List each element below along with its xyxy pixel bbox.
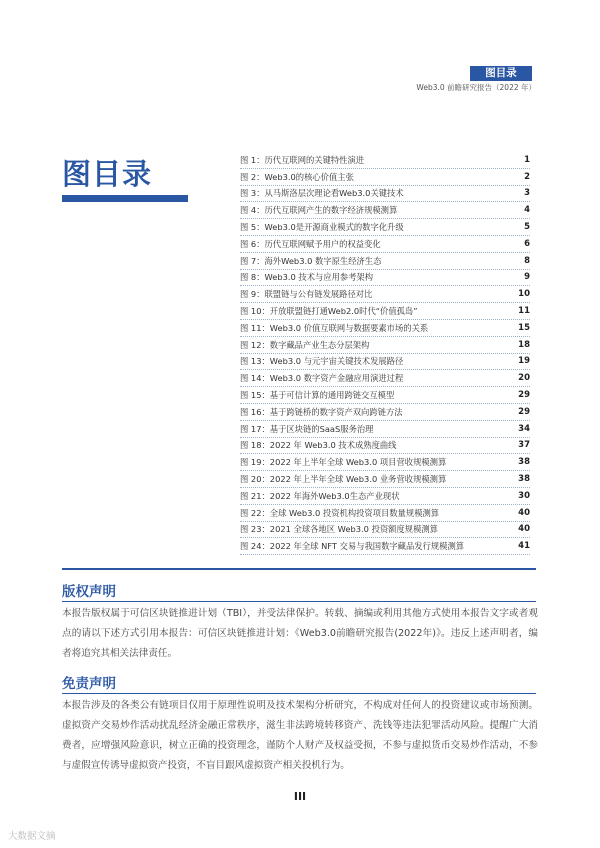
toc-row[interactable]: 图 7：海外Web3.0 数字原生经济生态 8 <box>240 253 530 270</box>
page-title: 图目录 <box>62 157 153 191</box>
toc-row[interactable]: 图 24：2022 年全球 NFT 交易与我国数字藏品发行规模测算 41 <box>240 538 530 555</box>
toc-row[interactable]: 图 4：历代互联网产生的数字经济规模测算 4 <box>240 202 530 219</box>
toc-row[interactable]: 图 6：历代互联网赋予用户的权益变化 6 <box>240 236 530 253</box>
toc-row[interactable]: 图 21：2022 年海外Web3.0生态产业现状 30 <box>240 488 530 505</box>
toc-row[interactable]: 图 12：数字藏品产业生态分层架构 18 <box>240 337 530 354</box>
toc-row[interactable]: 图 1：历代互联网的关键特性演进 1 <box>240 152 530 169</box>
toc-row[interactable]: 图 3：从马斯洛层次理论看Web3.0关键技术 3 <box>240 186 530 203</box>
watermark: 大数据文摘 <box>8 831 56 842</box>
toc-row[interactable]: 图 8：Web3.0 技术与应用参考架构 9 <box>240 270 530 287</box>
toc-row[interactable]: 图 17：基于区块链的SaaS服务治理 34 <box>240 421 530 438</box>
toc-row[interactable]: 图 16：基于跨链桥的数字资产双向跨链方法 29 <box>240 404 530 421</box>
section-divider <box>62 601 536 602</box>
toc-row[interactable]: 图 23：2021 全球各地区 Web3.0 投资额度规模测算 40 <box>240 522 530 539</box>
toc-row[interactable]: 图 22：全球 Web3.0 投资机构投资项目数量规模测算 40 <box>240 505 530 522</box>
toc-row[interactable]: 图 19：2022 年上半年全球 Web3.0 项目营收规模测算 38 <box>240 454 530 471</box>
copyright-title: 版权声明 <box>62 584 116 600</box>
toc-row[interactable]: 图 5：Web3.0是开源商业模式的数字化升级 5 <box>240 219 530 236</box>
toc-row[interactable]: 图 15：基于可信计算的通用跨链交互模型 29 <box>240 387 530 404</box>
toc-row[interactable]: 图 20：2022 年上半年全球 Web3.0 业务营收规模测算 38 <box>240 471 530 488</box>
header-subtitle: Web3.0 前瞻研究报告（2022 年） <box>416 83 536 92</box>
section-divider <box>62 568 536 570</box>
disclaimer-title: 免责声明 <box>62 676 116 692</box>
figure-toc <box>240 152 530 555</box>
copyright-text: 本报告版权属于可信区块链推进计划（TBI），并受法律保护。转载、摘编或利用其他方式使用本报告文字或者观点的请以下述方式引用本报告：可信区块链推进计划：《Web3.0前瞻研究报告(2022年)》。违反上述声明者，编者将追究其相关法律责任。 <box>62 608 538 659</box>
toc-row[interactable]: 图 10：开放联盟链打通Web2.0时代“价值孤岛” 11 <box>240 303 530 320</box>
disclaimer-text: 本报告涉及的各类公有链项目仅用于原理性说明及技术架构分析研究，不构成对任何人的投资建议或市场预测。虚拟资产交易炒作活动扰乱经济金融正常秩序，滋生非法跨境转移资产、洗钱等违法犯罪活动风险。提醒广大消费者，应增强风险意识，树立正确的投资理念，谨防个人财产及权益受损，不参与虚拟货币交易炒作活动，不参与虚假宣传诱导虚拟资产投资，不盲目跟风虚拟资产相关投机行为。 <box>62 700 538 771</box>
toc-row[interactable]: 图 2：Web3.0的核心价值主张 2 <box>240 169 530 186</box>
section-divider <box>62 693 536 694</box>
title-underline <box>62 195 188 202</box>
page-number: III <box>293 790 307 803</box>
toc-row[interactable]: 图 13：Web3.0 与元宇宙关键技术发展路径 19 <box>240 354 530 371</box>
toc-row[interactable]: 图 14：Web3.0 数字资产金融应用演进过程 20 <box>240 370 530 387</box>
toc-row[interactable]: 图 9：联盟链与公有链发展路径对比 10 <box>240 286 530 303</box>
toc-row[interactable]: 图 11：Web3.0 价值互联网与数据要素市场的关系 15 <box>240 320 530 337</box>
toc-row[interactable]: 图 18：2022 年 Web3.0 技术成熟度曲线 37 <box>240 438 530 455</box>
header-tag: 图目录 <box>470 66 532 81</box>
